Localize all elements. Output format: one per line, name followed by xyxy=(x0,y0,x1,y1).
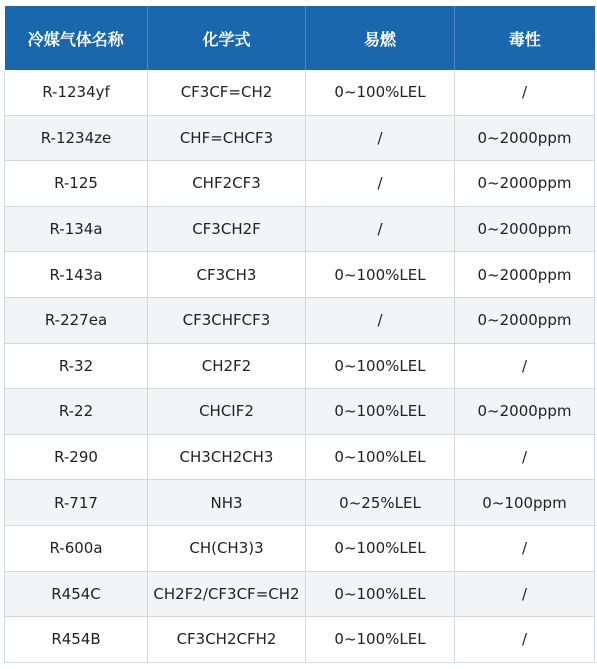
toxicity-cell: / xyxy=(455,70,595,115)
table-body xyxy=(5,70,595,662)
chemical-formula-cell: CF3CHFCF3 xyxy=(148,297,306,343)
gas-name-cell: R-32 xyxy=(5,343,148,389)
toxicity-cell: 0~2000ppm xyxy=(455,206,595,252)
table-row xyxy=(5,434,595,480)
flammability-cell: / xyxy=(306,161,455,207)
table-row xyxy=(5,206,595,252)
toxicity-cell: / xyxy=(455,434,595,480)
chemical-formula-cell: CH(CH3)3 xyxy=(148,525,306,571)
toxicity-cell: 0~2000ppm xyxy=(455,115,595,161)
gas-name-cell: R-1234ze xyxy=(5,115,148,161)
flammability-cell: 0~100%LEL xyxy=(306,343,455,389)
toxicity-cell: / xyxy=(455,617,595,663)
toxicity-cell: 0~100ppm xyxy=(455,480,595,526)
gas-name-cell: R-227ea xyxy=(5,297,148,343)
table-row xyxy=(5,480,595,526)
table-row xyxy=(5,115,595,161)
toxicity-cell: 0~2000ppm xyxy=(455,297,595,343)
gas-name-cell: R-134a xyxy=(5,206,148,252)
flammability-cell: / xyxy=(306,115,455,161)
gas-name-cell: R-600a xyxy=(5,525,148,571)
table-row xyxy=(5,617,595,663)
table-header xyxy=(5,6,595,70)
flammability-cell: 0~100%LEL xyxy=(306,389,455,435)
gas-name-cell: R-125 xyxy=(5,161,148,207)
flammability-cell: 0~100%LEL xyxy=(306,525,455,571)
chemical-formula-cell: CF3CH2F xyxy=(148,206,306,252)
table-row xyxy=(5,297,595,343)
chemical-formula-cell: CF3CF=CH2 xyxy=(148,70,306,115)
toxicity-cell: 0~2000ppm xyxy=(455,252,595,298)
chemical-formula-cell: CH2F2 xyxy=(148,343,306,389)
refrigerant-table xyxy=(4,6,595,663)
table-row xyxy=(5,70,595,115)
gas-name-cell: R-143a xyxy=(5,252,148,298)
gas-name-cell: R454B xyxy=(5,617,148,663)
chemical-formula-cell: CH2F2/CF3CF=CH2 xyxy=(148,571,306,617)
chemical-formula-cell: CH3CH2CH3 xyxy=(148,434,306,480)
header-row xyxy=(5,6,595,70)
header-flammability: 易燃 xyxy=(306,6,455,70)
refrigerant-table-container xyxy=(4,6,594,663)
gas-name-cell: R-717 xyxy=(5,480,148,526)
toxicity-cell: 0~2000ppm xyxy=(455,161,595,207)
toxicity-cell: / xyxy=(455,571,595,617)
gas-name-cell: R-1234yf xyxy=(5,70,148,115)
table-row xyxy=(5,389,595,435)
table-row xyxy=(5,525,595,571)
chemical-formula-cell: CF3CH2CFH2 xyxy=(148,617,306,663)
header-chemical-formula: 化学式 xyxy=(148,6,306,70)
header-toxicity: 毒性 xyxy=(455,6,595,70)
chemical-formula-cell: CHF=CHCF3 xyxy=(148,115,306,161)
flammability-cell: 0~100%LEL xyxy=(306,70,455,115)
table-row xyxy=(5,571,595,617)
flammability-cell: / xyxy=(306,206,455,252)
table-row xyxy=(5,252,595,298)
gas-name-cell: R454C xyxy=(5,571,148,617)
toxicity-cell: / xyxy=(455,525,595,571)
flammability-cell: 0~100%LEL xyxy=(306,571,455,617)
flammability-cell: 0~25%LEL xyxy=(306,480,455,526)
table-row xyxy=(5,343,595,389)
toxicity-cell: / xyxy=(455,343,595,389)
flammability-cell: 0~100%LEL xyxy=(306,434,455,480)
flammability-cell: / xyxy=(306,297,455,343)
chemical-formula-cell: CHF2CF3 xyxy=(148,161,306,207)
flammability-cell: 0~100%LEL xyxy=(306,617,455,663)
gas-name-cell: R-290 xyxy=(5,434,148,480)
table-row xyxy=(5,161,595,207)
header-gas-name: 冷媒气体名称 xyxy=(5,6,148,70)
gas-name-cell: R-22 xyxy=(5,389,148,435)
toxicity-cell: 0~2000ppm xyxy=(455,389,595,435)
chemical-formula-cell: CF3CH3 xyxy=(148,252,306,298)
chemical-formula-cell: NH3 xyxy=(148,480,306,526)
flammability-cell: 0~100%LEL xyxy=(306,252,455,298)
chemical-formula-cell: CHCIF2 xyxy=(148,389,306,435)
